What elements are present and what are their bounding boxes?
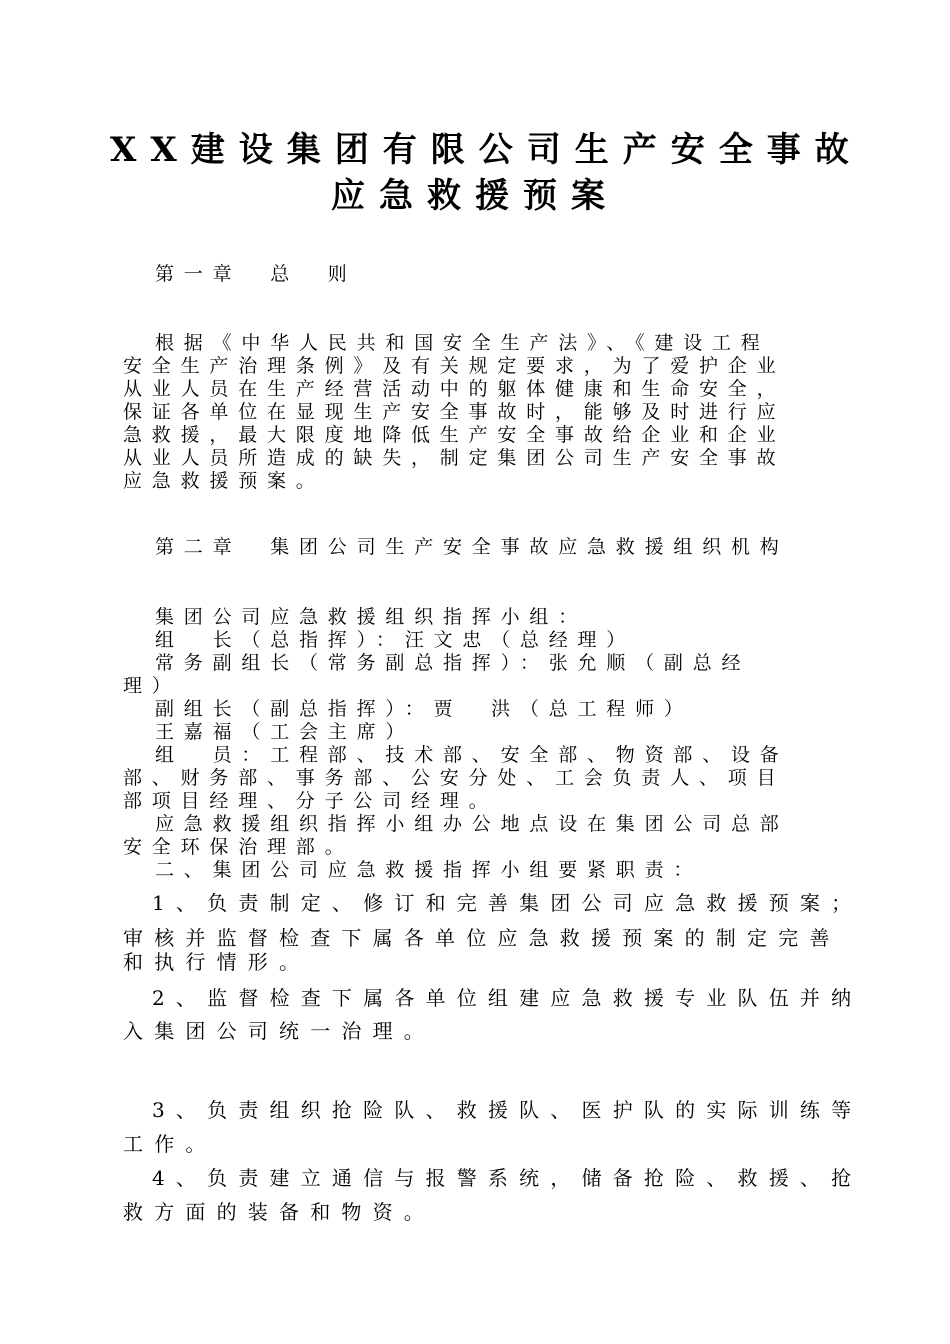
- paragraph-1-line: 急救援，最大限度地降低生产安全事故给企业和企业: [123, 424, 786, 446]
- duty-line: 工作。: [123, 1132, 217, 1156]
- chapter-1-heading: 第一章 总 则: [155, 263, 357, 285]
- org-line: 理）: [123, 675, 181, 697]
- paragraph-1-line: 应急救援预案。: [123, 470, 325, 492]
- org-line: 安全环保治理部。: [123, 836, 354, 858]
- duty-line: 1、负责制定、修订和完善集团公司应急救援预案；: [152, 891, 863, 915]
- duty-line: 3、负责组织抢险队、救援队、医护队的实际训练等: [152, 1098, 863, 1122]
- duty-line: 和执行情形。: [123, 950, 311, 974]
- document-title-line-1: XX建设集团有限公司生产安全事故: [110, 130, 863, 170]
- chapter-2-heading: 第二章 集团公司生产安全事故应急救援组织机构: [155, 536, 789, 558]
- org-line: 王嘉福（工会主席）: [155, 721, 415, 743]
- duty-line: 救方面的装备和物资。: [123, 1200, 435, 1224]
- org-line: 常务副组长（常务副总指挥）：张允顺（副总经: [155, 652, 751, 674]
- org-line: 集团公司应急救援组织指挥小组：: [155, 606, 588, 628]
- paragraph-1-line: 安全生产治理条例》及有关规定要求，为了爱护企业: [123, 355, 786, 377]
- paragraph-1-line: 从业人员所造成的缺失，制定集团公司生产安全事故: [123, 447, 786, 469]
- paragraph-1-line: 根据《中华人民共和国安全生产法》、《建设工程: [155, 332, 770, 354]
- org-line: 应急救援组织指挥小组办公地点设在集团公司总部: [155, 813, 789, 835]
- org-line: 二、集团公司应急救援指挥小组要紧职责：: [155, 859, 703, 881]
- org-line: 组 员：工程部、技术部、安全部、物资部、设备: [155, 744, 789, 766]
- document-title-line-2: 应急救援预案: [331, 176, 619, 216]
- org-line: 部项目经理、分子公司经理。: [123, 790, 498, 812]
- duty-line: 入集团公司统一治理。: [123, 1019, 435, 1043]
- duty-line: 2、监督检查下属各单位组建应急救援专业队伍并纳: [152, 986, 863, 1010]
- duty-line: 4、负责建立通信与报警系统，储备抢险、救援、抢: [152, 1166, 863, 1190]
- paragraph-1-line: 从业人员在生产经营活动中的躯体健康和生命安全，: [123, 378, 786, 400]
- org-line: 组 长（总指挥）：汪文忠（总经理）: [155, 629, 636, 651]
- duty-line: 审核并监督检查下属各单位应急救援预案的制定完善: [123, 926, 841, 950]
- org-line: 副组长（副总指挥）：贾 洪（总工程师）: [155, 698, 693, 720]
- paragraph-1-line: 保证各单位在显现生产安全事故时，能够及时进行应: [123, 401, 786, 423]
- org-line: 部、财务部、事务部、公安分处、工会负责人、项目: [123, 767, 786, 789]
